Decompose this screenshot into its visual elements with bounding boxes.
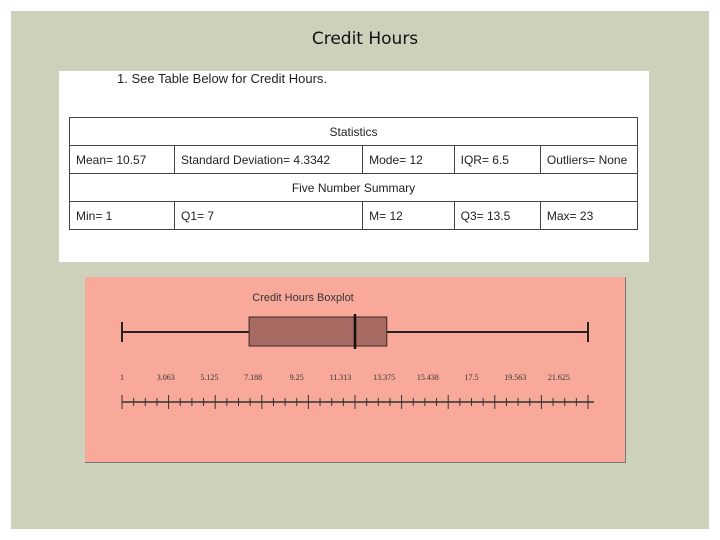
tick-label: 21.625 (547, 373, 570, 382)
stat-mean-cell: Mean= 10.57 (70, 146, 175, 174)
five-number-q3-cell: Q3= 13.5 (454, 202, 540, 230)
table-row (70, 146, 638, 174)
stat-mode-cell: Mode= 12 (363, 146, 454, 174)
statistics-header: Statistics (70, 118, 638, 146)
five-number-summary-header: Five Number Summary (70, 174, 638, 202)
stat-outliers-cell: Outliers= None (540, 146, 637, 174)
iqr-box (249, 317, 387, 346)
tick-label: 3.063 (156, 373, 175, 382)
table-row (70, 202, 638, 230)
boxplot-chart (85, 277, 625, 462)
five-number-q1-cell: Q1= 7 (174, 202, 362, 230)
stat-iqr-cell: IQR= 6.5 (454, 146, 540, 174)
tick-label: 15.438 (416, 373, 439, 382)
slide-title: Credit Hours (311, 29, 419, 49)
boxplot-layer (120, 314, 594, 409)
stat-std-dev-cell: Standard Deviation= 4.3342 (174, 146, 362, 174)
tick-label: 1 (120, 373, 124, 382)
tick-label: 17.5 (464, 373, 479, 382)
table-row (70, 118, 638, 146)
five-number-max-cell: Max= 23 (540, 202, 637, 230)
slide-background (11, 11, 709, 529)
boxplot-panel (85, 277, 626, 463)
tick-label: 13.375 (373, 373, 396, 382)
chart-title: Credit Hours Boxplot (252, 292, 354, 304)
instruction-text: 1. See Table Below for Credit Hours. (117, 71, 328, 86)
statistics-panel (59, 71, 649, 262)
tick-label: 19.563 (504, 373, 527, 382)
five-number-median-cell: M= 12 (363, 202, 454, 230)
statistics-table (69, 117, 638, 230)
tick-label: 9.25 (289, 373, 304, 382)
tick-label: 5.125 (200, 373, 219, 382)
table-row (70, 174, 638, 202)
five-number-min-cell: Min= 1 (70, 202, 175, 230)
tick-label: 11.313 (329, 373, 352, 382)
tick-label: 7.188 (244, 373, 263, 382)
